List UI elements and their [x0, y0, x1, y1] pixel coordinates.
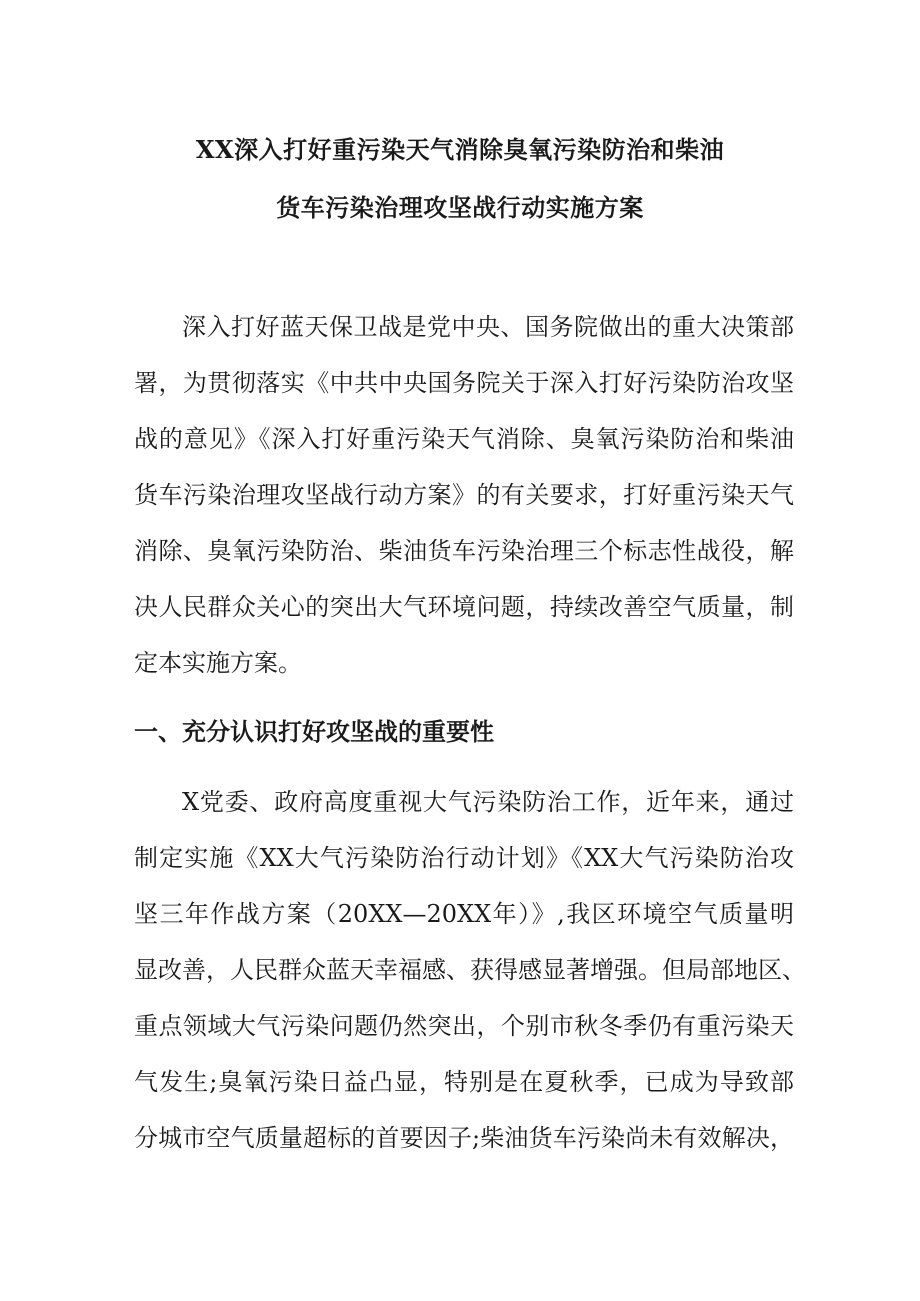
paragraph-1-line: 署，为贯彻落实《中共中央国务院关于深入打好污染防治攻坚 — [134, 369, 794, 397]
document-title-line-2: 货车污染治理攻坚战行动实施方案 — [276, 193, 644, 222]
paragraph-1-line: 决人民群众关心的突出大气环境问题，持续改善空气质量，制 — [134, 593, 794, 621]
paragraph-1-line: 货车污染治理攻坚战行动方案》的有关要求，打好重污染天气 — [134, 481, 794, 509]
paragraph-1-line: 深入打好蓝天保卫战是党中央、国务院做出的重大决策部 — [182, 313, 794, 341]
section-1-line: 坚三年作战方案（20XX—20XX年）》,我区环境空气质量明 — [134, 900, 794, 928]
paragraph-1-line: 战的意见》《深入打好重污染天气消除、臭氧污染防治和柴油 — [134, 425, 794, 453]
section-1-line: 分城市空气质量超标的首要因子;柴油货车污染尚未有效解决， — [134, 1124, 794, 1152]
section-1-line: 重点领域大气污染问题仍然突出，个别市秋冬季仍有重污染天 — [134, 1012, 794, 1040]
paragraph-1-line: 消除、臭氧污染防治、柴油货车污染治理三个标志性战役，解 — [134, 537, 794, 565]
paragraph-1-line: 定本实施方案。 — [134, 649, 302, 677]
document-title-line-1: XX深入打好重污染天气消除臭氧污染防治和柴油 — [195, 135, 725, 164]
section-1-line: 制定实施《XX大气污染防治行动计划》《XX大气污染防治攻 — [134, 844, 794, 872]
section-1-line: 显改善，人民群众蓝天幸福感、获得感显著增强。但局部地区、 — [134, 956, 806, 984]
section-1-line: X党委、政府高度重视大气污染防治工作，近年来，通过 — [182, 788, 794, 816]
section-1-heading: 一、充分认识打好攻坚战的重要性 — [134, 717, 494, 746]
section-1-line: 气发生;臭氧污染日益凸显，特别是在夏秋季，已成为导致部 — [134, 1068, 794, 1096]
